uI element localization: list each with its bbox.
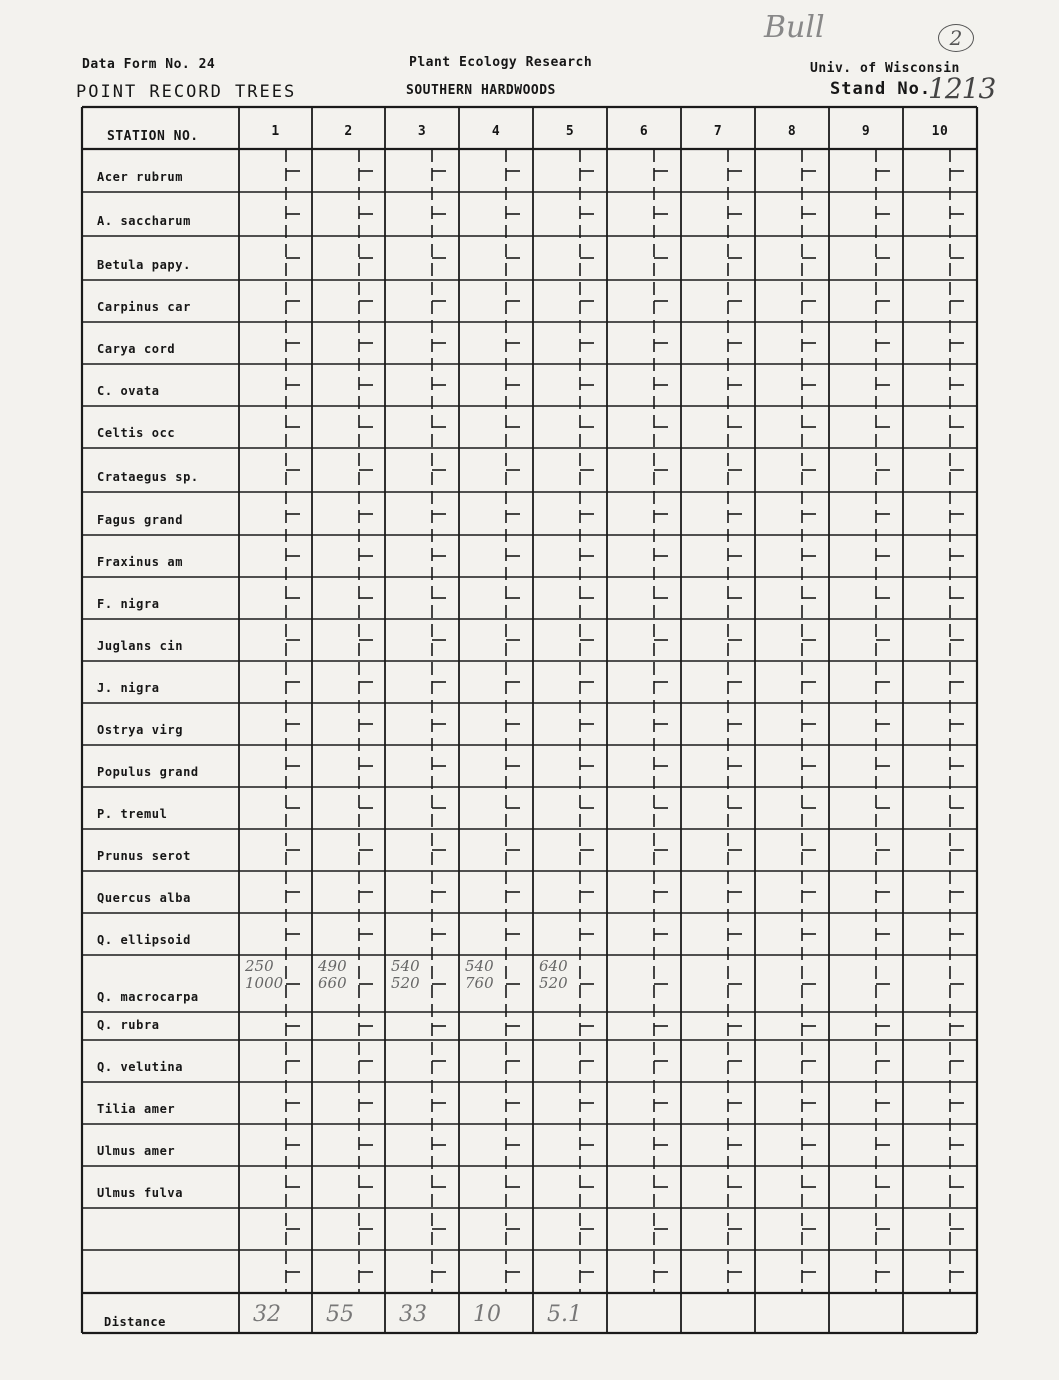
station-header: STATION NO. <box>107 129 199 144</box>
macrocarpa-measurement: 490 660 <box>318 957 347 992</box>
distance-value: 32 <box>253 1302 281 1327</box>
species-row-label: Carya cord <box>97 342 176 356</box>
distance-label: Distance <box>104 1315 166 1329</box>
station-column-header: 3 <box>417 124 427 139</box>
station-column-header: 5 <box>565 124 575 139</box>
species-row-label: Q. rubra <box>97 1018 160 1032</box>
species-row-label: Betula papy. <box>97 258 191 272</box>
station-column-header: 9 <box>861 124 871 139</box>
species-row-label: Q. macrocarpa <box>97 990 199 1004</box>
species-row-label: Q. velutina <box>97 1060 184 1074</box>
macrocarpa-measurement: 250 1000 <box>245 957 284 992</box>
station-column-header: 2 <box>344 124 353 139</box>
station-column-header: 8 <box>787 124 797 139</box>
institution: Univ. of Wisconsin <box>810 61 960 76</box>
species-row-label: Quercus alba <box>97 891 191 905</box>
stand-number: 1213 <box>928 72 996 105</box>
species-row-label: Juglans cin <box>97 639 184 653</box>
species-row-label: Fraxinus am <box>97 555 184 569</box>
species-row-label: Tilia amer <box>97 1102 176 1116</box>
species-row-label: Q. ellipsoid <box>97 933 191 947</box>
species-row-label: Fagus grand <box>97 513 184 527</box>
stand-label: Stand No. <box>830 79 932 99</box>
species-row-label: Acer rubrum <box>97 170 184 184</box>
species-row-label: A. saccharum <box>97 214 191 228</box>
species-row-label: Crataegus sp. <box>97 470 199 484</box>
species-row-label: Ulmus fulva <box>97 1186 184 1200</box>
distance-value: 5.1 <box>547 1302 582 1327</box>
station-column-header: 6 <box>639 124 649 139</box>
species-row-label: C. ovata <box>97 384 160 398</box>
species-row-label: Ostrya virg <box>97 723 184 737</box>
station-column-header: 1 <box>271 124 280 139</box>
macrocarpa-measurement: 540 760 <box>465 957 494 992</box>
forest-type: SOUTHERN HARDWOODS <box>406 83 556 98</box>
macrocarpa-measurement: 540 520 <box>391 957 420 992</box>
annotation-page: 2 <box>938 24 974 52</box>
station-column-header: 4 <box>491 124 501 139</box>
macrocarpa-measurement: 640 520 <box>539 957 568 992</box>
distance-value: 10 <box>473 1302 501 1327</box>
species-row-label: Populus grand <box>97 765 199 779</box>
species-row-label: Ulmus amer <box>97 1144 176 1158</box>
station-column-header: 7 <box>713 124 723 139</box>
program-title: Plant Ecology Research <box>409 55 593 70</box>
distance-value: 33 <box>399 1302 427 1327</box>
species-row-label: Celtis occ <box>97 426 176 440</box>
form-title: POINT RECORD TREES <box>76 82 297 102</box>
distance-value: 55 <box>326 1302 354 1327</box>
species-row-label: Prunus serot <box>97 849 191 863</box>
species-row-label: Carpinus car <box>97 300 191 314</box>
annotation-name: Bull <box>764 10 825 45</box>
species-row-label: J. nigra <box>97 681 160 695</box>
form-number: Data Form No. 24 <box>82 57 216 72</box>
species-row-label: P. tremul <box>97 807 168 821</box>
species-row-label: F. nigra <box>97 597 160 611</box>
station-column-header: 10 <box>931 124 949 139</box>
